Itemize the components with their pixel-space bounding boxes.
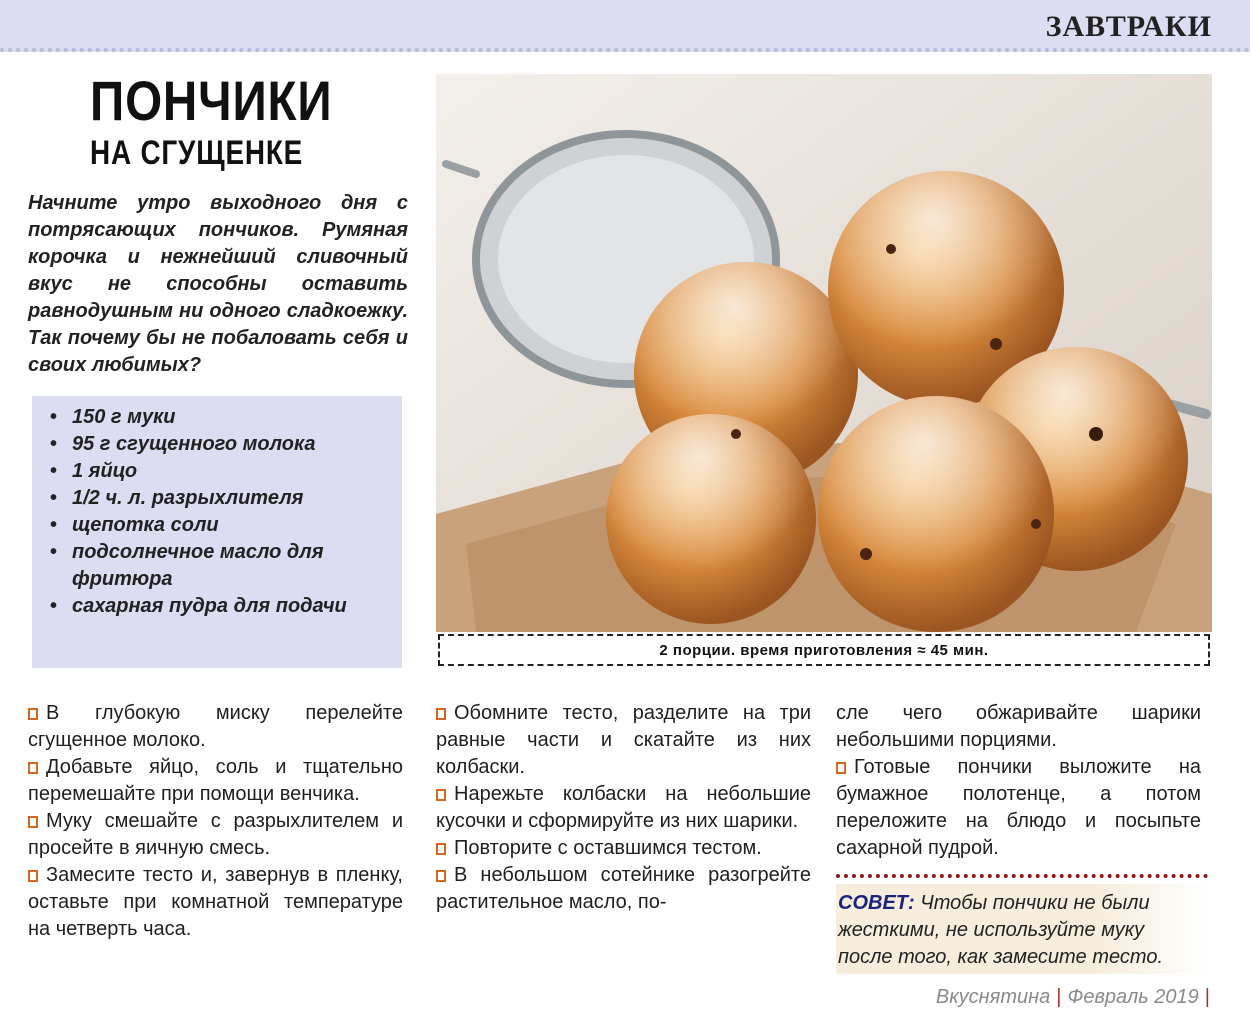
header-dotted-rule — [0, 48, 1250, 52]
steps-column-1 — [28, 700, 403, 943]
footer-separator: | — [1056, 986, 1062, 1008]
ingredient-item: • 1 яйцо — [72, 458, 402, 485]
ingredients-list — [32, 396, 402, 620]
bullet-square-icon — [436, 870, 446, 882]
magazine-name: Вкуснятина — [935, 986, 1051, 1008]
page-footer — [936, 986, 1216, 1009]
steps-column-2 — [436, 700, 811, 916]
ingredient-item: • щепотка соли — [72, 512, 402, 539]
issue-date: Февраль 2019 — [1067, 986, 1199, 1008]
section-label: ЗАВТРАКИ — [1045, 10, 1212, 43]
step-item: Готовые пончики выложите на бумажное полотенце, а потом переложите на блюдо и посыпьте сахарной пудрой. — [836, 756, 1201, 859]
ingredient-item: • 95 г сгущенного молока — [72, 431, 402, 458]
tip-text: Чтобы пончики не были жесткими, не используйте муку после того, как замесите тесто. — [838, 892, 1164, 968]
bullet-square-icon — [436, 843, 446, 855]
step-item: В глубокую миску перелейте сгущенное молоко. — [28, 702, 403, 751]
tip-label: СОВЕТ: — [838, 892, 915, 914]
tip-box — [836, 874, 1208, 974]
tip-dotted-rule — [836, 874, 1208, 878]
step-item: Нарежьте колбаски на небольшие кусочки и сформируйте из них шарики. — [436, 783, 811, 832]
ingredient-item: • подсолнечное масло для фритюра — [72, 539, 402, 593]
portions-time-bar: 2 порции. время приготовления ≈ 45 мин. — [438, 634, 1210, 666]
step-item: Повторите с оставшимся тестом. — [436, 835, 811, 862]
bullet-square-icon — [436, 789, 446, 801]
step-item: Добавьте яйцо, соль и тщательно перемешайте при помощи венчика. — [28, 756, 403, 805]
recipe-intro: Начните утро выходного дня с потрясающих пончиков. Румяная корочка и нежнейший сливочный вкус не способны оставить равнодушным ни одного сладкоежку. Так почему бы не побаловать себя и своих любимых? — [28, 192, 408, 376]
bullet-square-icon — [28, 816, 38, 828]
ingredients-box — [32, 396, 402, 668]
recipe-title: ПОНЧИКИ — [90, 69, 333, 132]
ingredient-item: • сахарная пудра для подачи — [72, 593, 402, 620]
step-item: Муку смешайте с разрыхлителем и просейте в яичную смесь. — [28, 810, 403, 859]
bullet-square-icon — [836, 762, 846, 774]
step-item: Обомните тесто, разделите на три равные части и скатайте из них колбаски. — [436, 702, 811, 778]
step-continuation: сле чего обжаривайте шарики небольшими порциями. — [836, 702, 1201, 751]
step-item: В небольшом сотейнике разогрейте растительное масло, по- — [436, 864, 811, 913]
recipe-subtitle: НА СГУЩЕНКЕ — [90, 134, 304, 172]
step-item: Замесите тесто и, завернув в пленку, оставьте при комнатной температуре на четверть часа. — [28, 864, 403, 940]
footer-separator: | — [1204, 986, 1210, 1008]
ingredient-item: • 1/2 ч. л. разрыхлителя — [72, 485, 402, 512]
tip-body — [836, 884, 1208, 974]
donuts-illustration — [436, 74, 1212, 632]
donuts-photo — [436, 74, 1212, 632]
bullet-square-icon — [436, 708, 446, 720]
bullet-square-icon — [28, 762, 38, 774]
bullet-square-icon — [28, 708, 38, 720]
ingredient-item: • 150 г муки — [72, 404, 402, 431]
bullet-square-icon — [28, 870, 38, 882]
steps-column-3 — [836, 700, 1201, 862]
